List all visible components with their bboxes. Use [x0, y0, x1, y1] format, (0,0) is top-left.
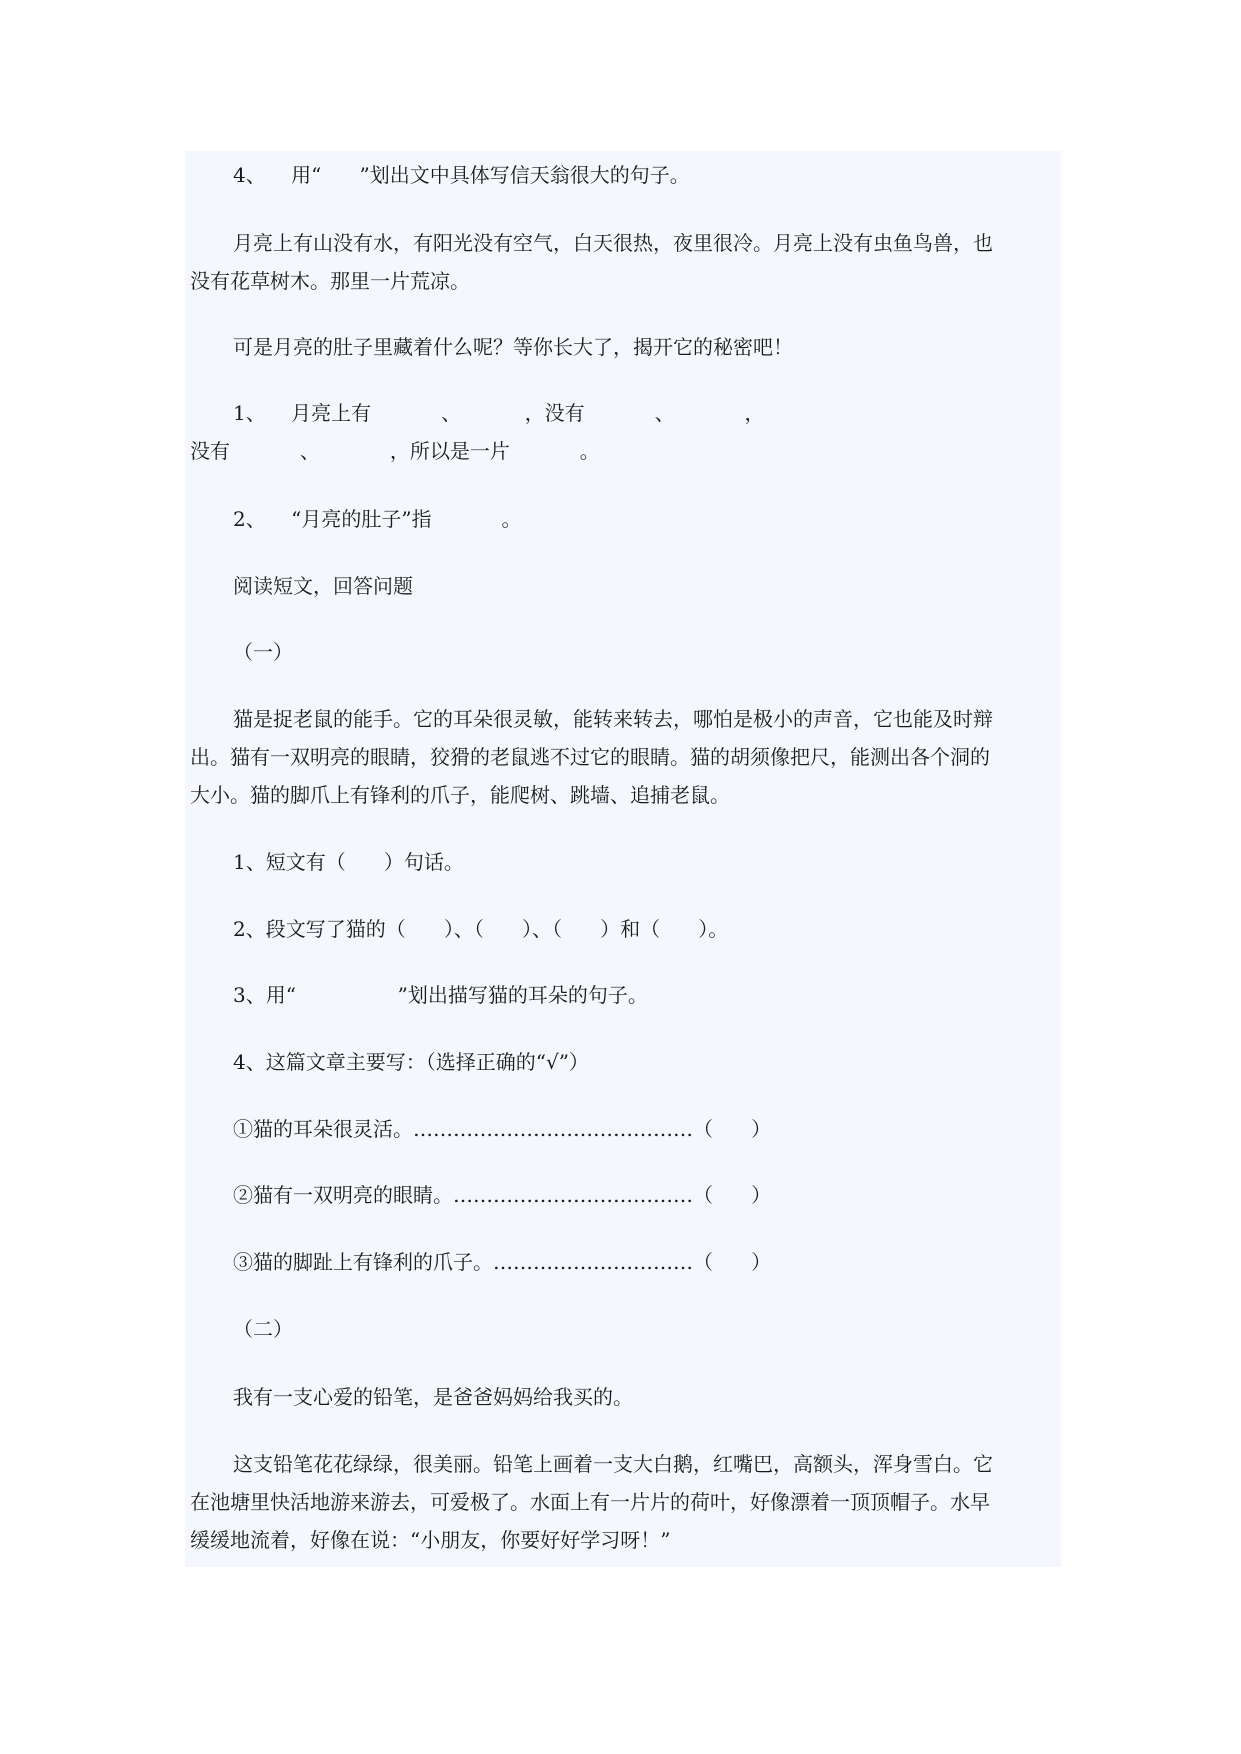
moon-paragraph-line-1: 月亮上有山没有水，有阳光没有空气，白天很热，夜里很冷。月亮上没有虫鱼鸟兽，也	[233, 231, 993, 255]
pencil-intro: 我有一支心爱的铅笔，是爸爸妈妈给我买的。	[233, 1385, 633, 1409]
cat-paragraph-line-2: 出。猫有一双明亮的眼睛，狡猾的老鼠逃不过它的眼睛。猫的胡须像把尺，能测出各个洞的	[190, 745, 990, 769]
moon-question-1-line-2: 没有 、 ，所以是一片 。	[190, 439, 600, 463]
pencil-paragraph-line-2: 在池塘里快活地游来游去，可爱极了。水面上有一片片的荷叶，好像漂着一顶顶帽子。水早	[190, 1490, 990, 1514]
section-two-heading: （二）	[233, 1317, 293, 1341]
moon-question-2: 2、 “月亮的肚子”指 。	[233, 507, 522, 531]
reading-instruction: 阅读短文，回答问题	[233, 574, 413, 598]
pencil-paragraph-line-1: 这支铅笔花花绿绿，很美丽。铅笔上画着一支大白鹅，红嘴巴，高额头，浑身雪白。它	[233, 1452, 993, 1476]
cat-question-4: 4、这篇文章主要写：（选择正确的“√”）	[233, 1050, 589, 1074]
section-one-heading: （一）	[233, 640, 293, 664]
choice-1: ①猫的耳朵很灵活。……………………………………（ ）	[233, 1117, 772, 1141]
moon-secret-sentence: 可是月亮的肚子里藏着什么呢？等你长大了，揭开它的秘密吧！	[233, 335, 793, 359]
choice-3: ③猫的脚趾上有锋利的爪子。…………………………（ ）	[233, 1250, 772, 1274]
question-4-underline: 4、 用“ ”划出文中具体写信天翁很大的句子。	[233, 163, 690, 187]
moon-question-1-line-1: 1、 月亮上有 、 ，没有 、 ，	[233, 401, 765, 425]
cat-question-1: 1、短文有（ ）句话。	[233, 850, 464, 874]
moon-paragraph-line-2: 没有花草树木。那里一片荒凉。	[190, 269, 470, 293]
cat-paragraph-line-3: 大小。猫的脚爪上有锋利的爪子，能爬树、跳墙、追捕老鼠。	[190, 783, 730, 807]
cat-question-3: 3、用“ ”划出描写猫的耳朵的句子。	[233, 983, 648, 1007]
cat-question-2: 2、段文写了猫的（ ）、（ ）、（ ）和（ ）。	[233, 917, 729, 941]
pencil-paragraph-line-3: 缓缓地流着，好像在说：“小朋友，你要好好学习呀！”	[190, 1528, 671, 1552]
cat-paragraph-line-1: 猫是捉老鼠的能手。它的耳朵很灵敏，能转来转去，哪怕是极小的声音，它也能及时辩	[233, 707, 993, 731]
choice-2: ②猫有一双明亮的眼睛。………………………………（ ）	[233, 1183, 772, 1207]
